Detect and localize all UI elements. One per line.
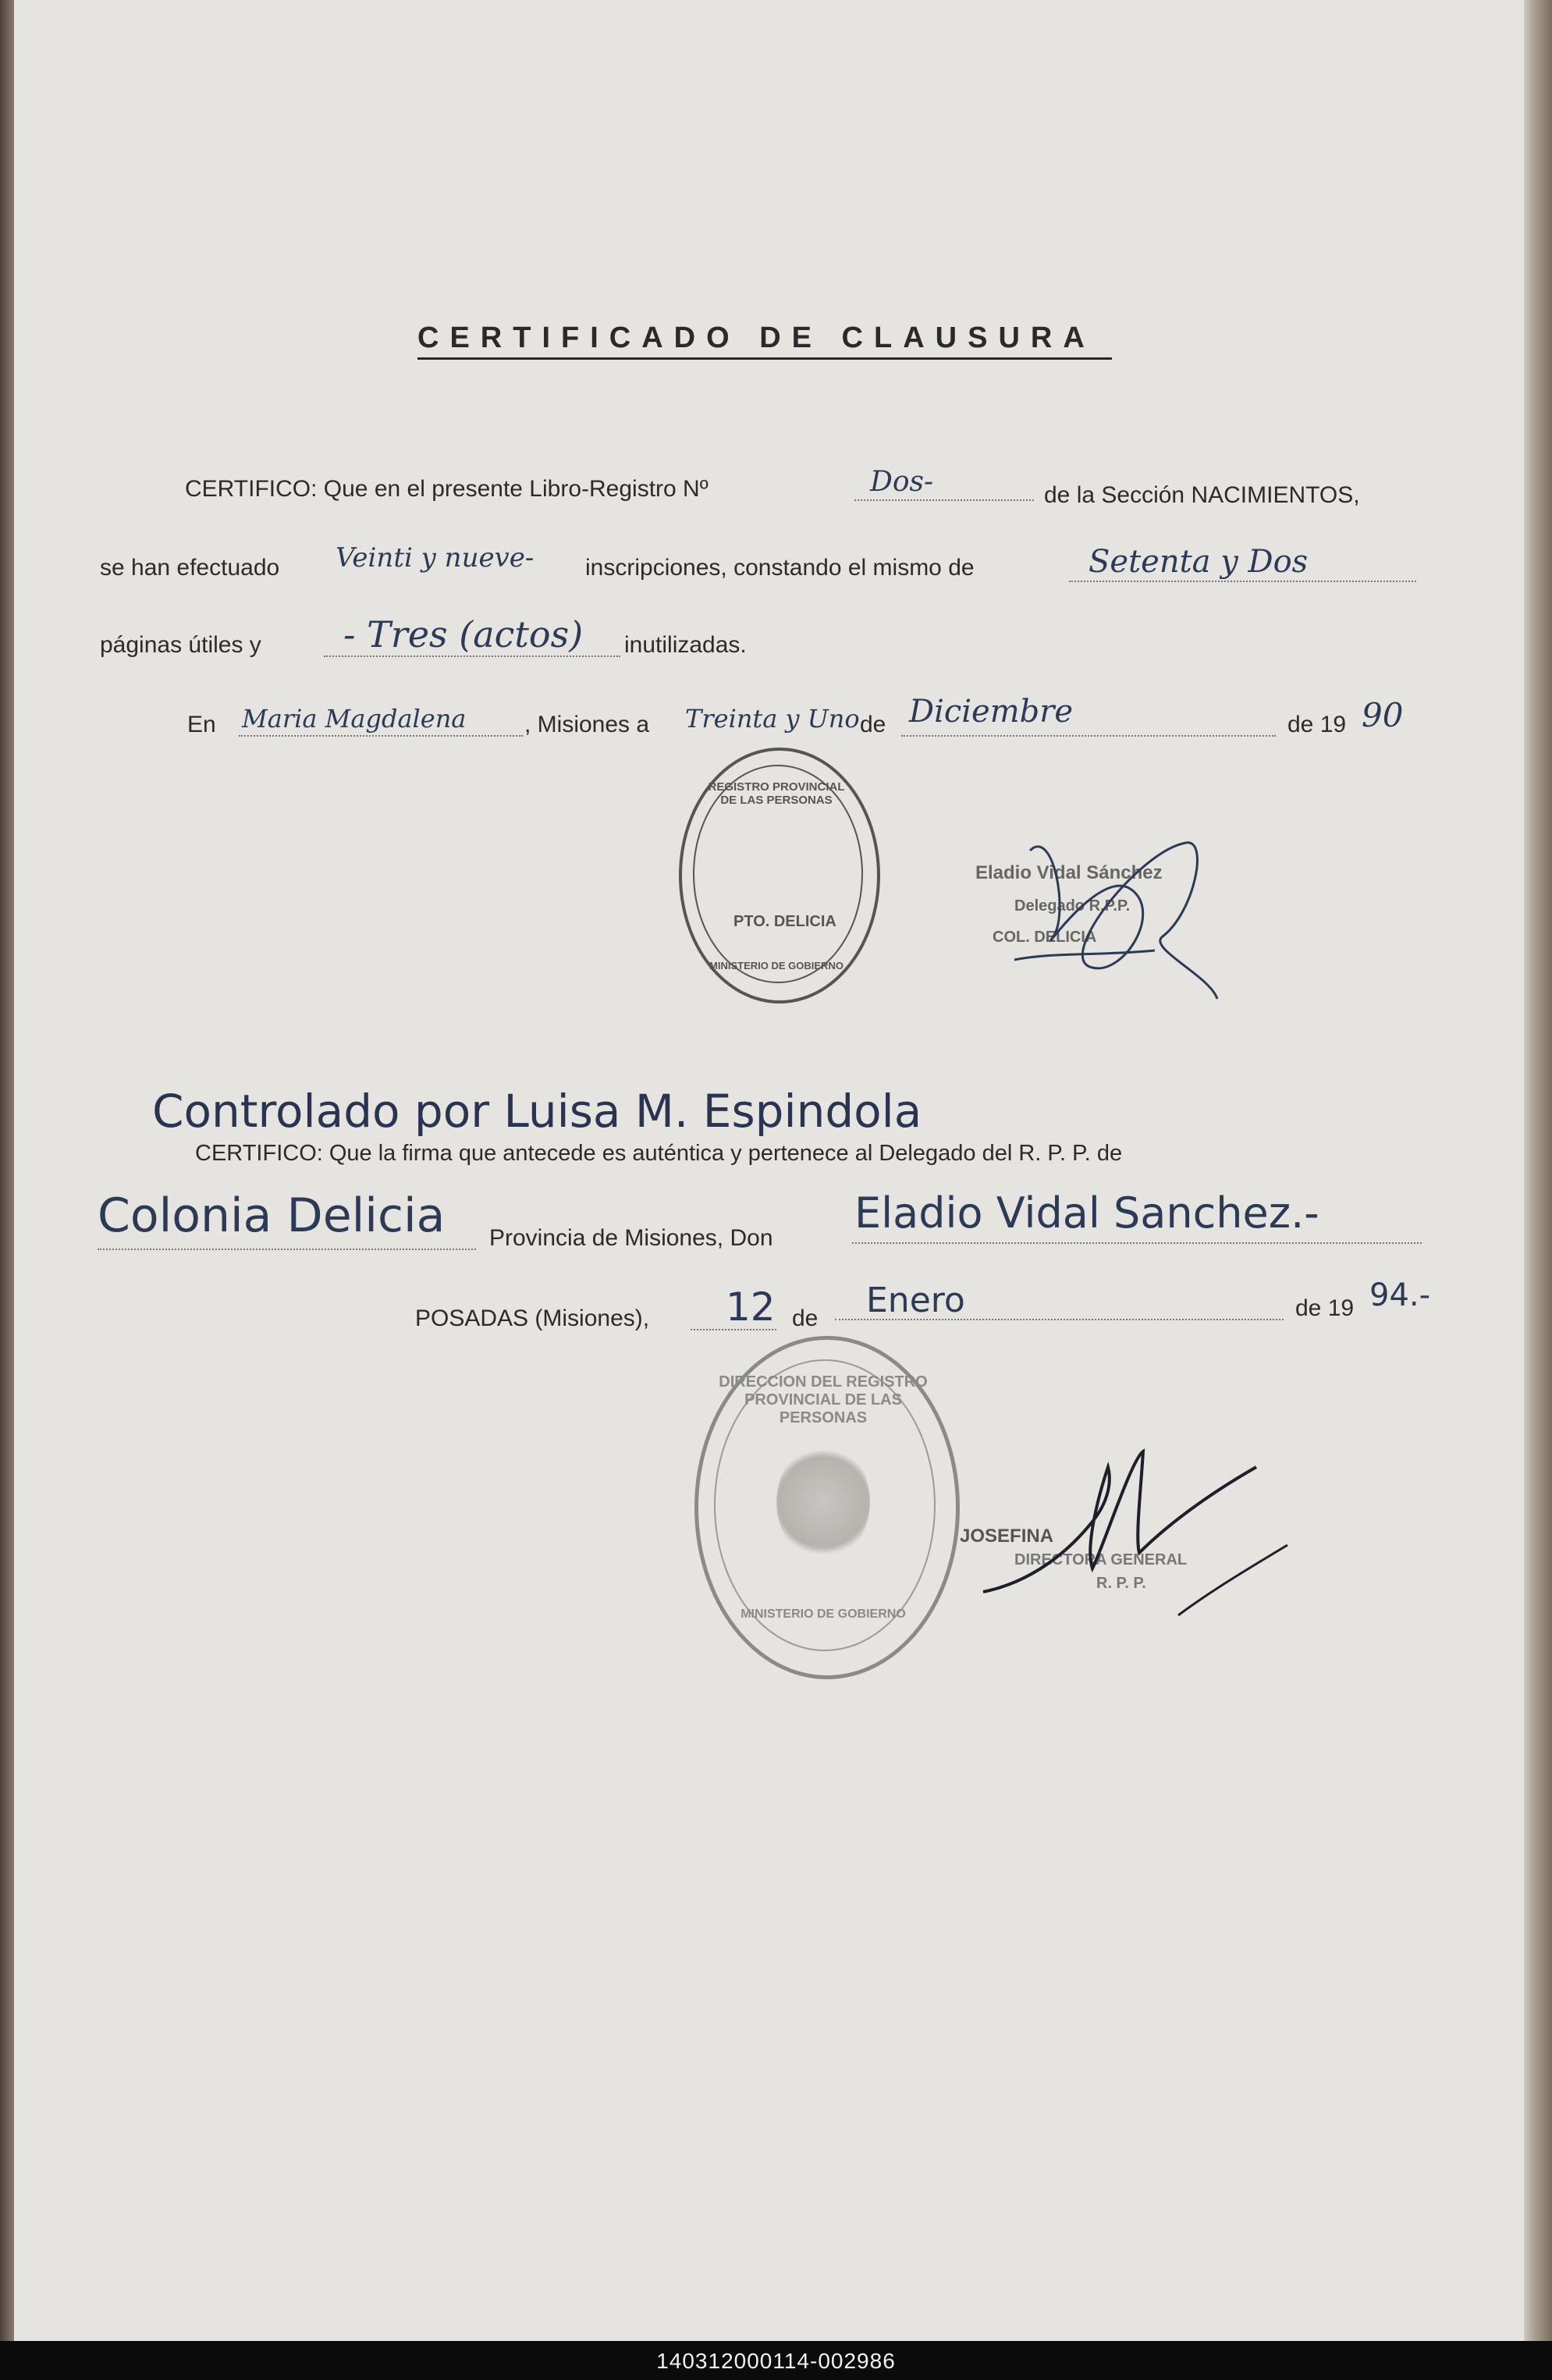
signature-2-scribble bbox=[975, 1436, 1303, 1623]
cert1-line4-en: En bbox=[187, 712, 216, 737]
year-2-value: 94.- bbox=[1369, 1277, 1431, 1313]
signature-1-role: Delegado R.P.P. bbox=[1014, 897, 1131, 915]
year-value: 90 bbox=[1362, 696, 1404, 734]
stamp-2-top-text: DIRECCION DEL REGISTRO PROVINCIAL DE LAS PERSONAS bbox=[719, 1373, 928, 1426]
cert2-line3-label: POSADAS (Misiones), bbox=[415, 1305, 650, 1331]
month-2-value: Enero bbox=[866, 1281, 965, 1320]
colonia-field bbox=[98, 1249, 476, 1250]
day-value: Treinta y Uno bbox=[685, 704, 860, 734]
stamp-1-bottom-text: MINISTERIO DE GOBIERNO bbox=[709, 960, 843, 972]
cert1-line1-tail: de la Sección NACIMIENTOS, bbox=[1044, 482, 1360, 508]
cert1-line3-tail: inutilizadas. bbox=[624, 632, 747, 658]
cert1-line1-label: CERTIFICO: Que en el presente Libro-Registro Nº bbox=[185, 476, 709, 502]
cert1-year-prefix: de 19 bbox=[1287, 712, 1347, 737]
document-title: CERTIFICADO DE CLAUSURA bbox=[417, 321, 1096, 354]
month-field bbox=[901, 735, 1276, 737]
paginas-field bbox=[1069, 581, 1416, 582]
signature-2-name: JOSEFINA bbox=[960, 1526, 1054, 1547]
signature-1-place: COL. DELICIA bbox=[993, 929, 1097, 946]
footer-bar bbox=[0, 2341, 1552, 2380]
cert2-line2-mid: Provincia de Misiones, Don bbox=[489, 1225, 773, 1251]
cert1-line3-label: páginas útiles y bbox=[100, 632, 261, 658]
cert1-line4-de: de bbox=[860, 712, 886, 737]
month-value: Diciembre bbox=[909, 694, 1074, 730]
don-name-value: Eladio Vidal Sanchez.- bbox=[854, 1188, 1319, 1238]
stamp-1-center-text: PTO. DELICIA bbox=[733, 913, 836, 930]
cert2-year-prefix: de 19 bbox=[1295, 1295, 1355, 1321]
don-name-field bbox=[852, 1242, 1422, 1244]
cert1-line2-mid: inscripciones, constando el mismo de bbox=[585, 555, 975, 581]
libro-number-value: Dos- bbox=[870, 466, 934, 498]
controlado-annotation: Controlado por Luisa M. Espindola bbox=[152, 1085, 922, 1138]
place-field bbox=[239, 735, 523, 737]
book-binding-left bbox=[0, 0, 14, 2341]
paginas-count: Setenta y Dos bbox=[1089, 544, 1309, 580]
inutilizadas-count: - Tres (actos) bbox=[343, 613, 584, 655]
libro-number-field bbox=[854, 499, 1034, 501]
signature-2-role: DIRECTORA GENERAL bbox=[1014, 1551, 1188, 1568]
cert2-line3-de: de bbox=[792, 1305, 819, 1331]
colonia-value: Colonia Delicia bbox=[98, 1188, 446, 1243]
stamp-2-emblem bbox=[776, 1444, 870, 1561]
day-2-value: 12 bbox=[726, 1284, 776, 1330]
place-value: Maria Magdalena bbox=[242, 704, 467, 734]
title-underline bbox=[417, 357, 1112, 360]
cert2-line1: CERTIFICO: Que la firma que antecede es auténtica y pertenece al Delegado del R. P. P. de bbox=[195, 1141, 1123, 1166]
signature-1-scribble bbox=[1007, 819, 1241, 1007]
document-id: 140312000114-002986 bbox=[656, 2349, 896, 2373]
stamp-1-top-text: REGISTRO PROVINCIAL DE LAS PERSONAS bbox=[708, 780, 845, 807]
inscripciones-count: Veinti y nueve- bbox=[336, 542, 534, 574]
cert1-line4-mid: , Misiones a bbox=[524, 712, 650, 737]
book-edge-right bbox=[1524, 0, 1552, 2341]
inutilizadas-field bbox=[324, 655, 620, 657]
signature-2-org: R. P. P. bbox=[1096, 1575, 1146, 1592]
cert1-line2-label: se han efectuado bbox=[100, 555, 280, 581]
stamp-2-bottom-text: MINISTERIO DE GOBIERNO bbox=[740, 1607, 906, 1621]
signature-1-name: Eladio Vidal Sánchez bbox=[975, 862, 1163, 883]
